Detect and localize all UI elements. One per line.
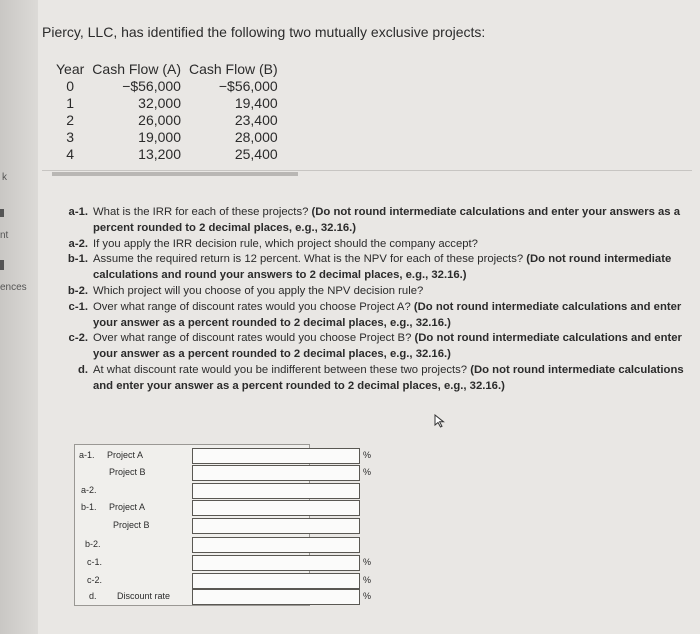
intro-text: Piercy, LLC, has identified the following two mutually exclusive projects: [42,24,486,40]
cashflow-a-cell: 13,200 [138,146,181,162]
answer-row-b2 [75,536,309,552]
question-instruction: (Do not round intermediate calculations and enter your answer as a percent rounded to 2 decimal places, e.g., 32.16.) [93,332,682,361]
sidebar-fragment-2: nt [0,230,9,241]
question-b1 [52,252,692,284]
sidebar-marker-1 [0,209,4,217]
answer-label: Project A [109,502,146,512]
year-cell: 3 [66,129,75,145]
question-text: What is the IRR for each of these projects? [93,206,312,218]
question-b2 [52,284,692,300]
table-row [52,112,282,129]
answer-tag: b-1. [81,502,97,512]
answer-row-c2 [75,572,372,588]
cashflow-a-cell: 26,000 [138,112,181,128]
range-project-b-input[interactable] [192,573,360,589]
answer-table [74,444,372,606]
table-row [52,95,282,112]
answer-label: Project B [113,520,150,530]
discount-rate-input[interactable] [192,589,360,605]
table-row [52,78,282,95]
cashflow-a-cell: −$56,000 [122,78,181,94]
answer-tag: a-1. [79,450,95,460]
question-instruction: (Do not round intermediate calculations and enter your answer as a percent rounded to 2 decimal places, e.g., 32.16.) [93,300,682,329]
answer-label: Project A [107,450,144,460]
percent-sign: % [363,450,372,460]
question-tag: d. [77,363,88,376]
question-tag: a-1. [68,206,88,218]
cashflow-b-cell: 28,000 [234,129,278,145]
irr-project-b-input[interactable] [192,465,360,481]
question-c2 [52,331,692,363]
answer-row-a2 [75,482,309,498]
divider [42,170,692,171]
question-tag: b-2. [67,284,88,297]
question-text: Over what range of discount rates would you choose Project A? [93,300,414,313]
year-cell: 2 [66,112,75,128]
answer-row-c1 [75,554,372,570]
mouse-pointer-icon [434,414,446,428]
question-a2 [52,237,692,253]
sidebar-fragment-1: k [2,172,7,183]
question-tag: c-2. [68,332,88,345]
year-cell: 1 [66,95,75,111]
question-tag: b-1. [67,253,88,266]
question-c1 [52,300,692,332]
answer-label: Discount rate [117,591,171,601]
answer-tag: a-2. [81,485,97,495]
range-project-a-input[interactable] [192,555,360,571]
question-tag: a-2. [68,237,88,250]
answer-row-a1-project-b [75,464,372,480]
question-a1 [52,205,692,237]
cashflow-b-cell: 19,400 [234,95,278,111]
question-text: If you apply the IRR decision rule, which project should the company accept? [93,237,478,250]
header-cashflow-a: Cash Flow (A) [92,61,181,77]
header-cashflow-b: Cash Flow (B) [188,61,278,77]
question-d [52,363,692,395]
question-text: At what discount rate would you be indifferent between these two projects? [93,363,471,376]
answer-tag: b-2. [85,539,101,549]
cashflow-b-cell: −$56,000 [218,78,278,94]
sidebar-fragment-3[interactable]: ences [0,282,27,293]
question-instruction: (Do not round intermediate calculations and enter your answer as a percent rounded to 2 decimal places, e.g., 32.16.) [93,363,684,392]
answer-tag: c-2. [87,575,103,585]
percent-sign: % [363,575,372,585]
table-row [52,129,282,146]
table-underbar [52,172,298,176]
sidebar-marker-2 [0,260,4,270]
answer-row-d [75,588,372,604]
cashflow-table [52,61,282,163]
year-cell: 4 [66,146,75,162]
answer-tag: d. [89,591,97,601]
table-row [52,146,282,163]
header-year: Year [56,61,85,77]
question-instruction: (Do not round intermediate calculations and enter your answers as a percent rounded to 2 decimal places, e.g., 32.16.) [93,206,681,234]
left-sidebar [0,0,38,634]
cashflow-a-cell: 19,000 [138,129,181,145]
cashflow-b-cell: 23,400 [234,112,278,128]
cashflow-b-cell: 25,400 [234,146,278,162]
question-text: Assume the required return is 12 percent. What is the NPV for each of these projects? [93,253,527,266]
question-text: Which project will you choose of you apply the NPV decision rule? [93,284,424,297]
answer-row-b1-project-b [75,517,309,533]
question-text: Over what range of discount rates would you choose Project B? [93,332,415,345]
irr-project-a-input[interactable] [192,448,360,464]
cashflow-a-cell: 32,000 [138,95,181,111]
question-instruction: (Do not round intermediate calculations and round your answers to 2 decimal places, e.g., 32.16.) [93,253,672,282]
question-tag: c-1. [68,300,88,313]
npv-decision-input[interactable] [192,537,360,553]
question-list [52,205,692,395]
npv-project-b-input[interactable] [192,518,360,534]
answer-label: Project B [109,467,146,477]
npv-project-a-input[interactable] [192,500,360,516]
irr-decision-input[interactable] [192,483,360,499]
year-cell: 0 [66,78,75,94]
answer-tag: c-1. [87,557,103,567]
answer-row-a1-project-a [75,447,372,463]
percent-sign: % [363,557,372,567]
percent-sign: % [363,591,372,601]
percent-sign: % [363,467,372,477]
answer-row-b1-project-a [75,499,309,515]
